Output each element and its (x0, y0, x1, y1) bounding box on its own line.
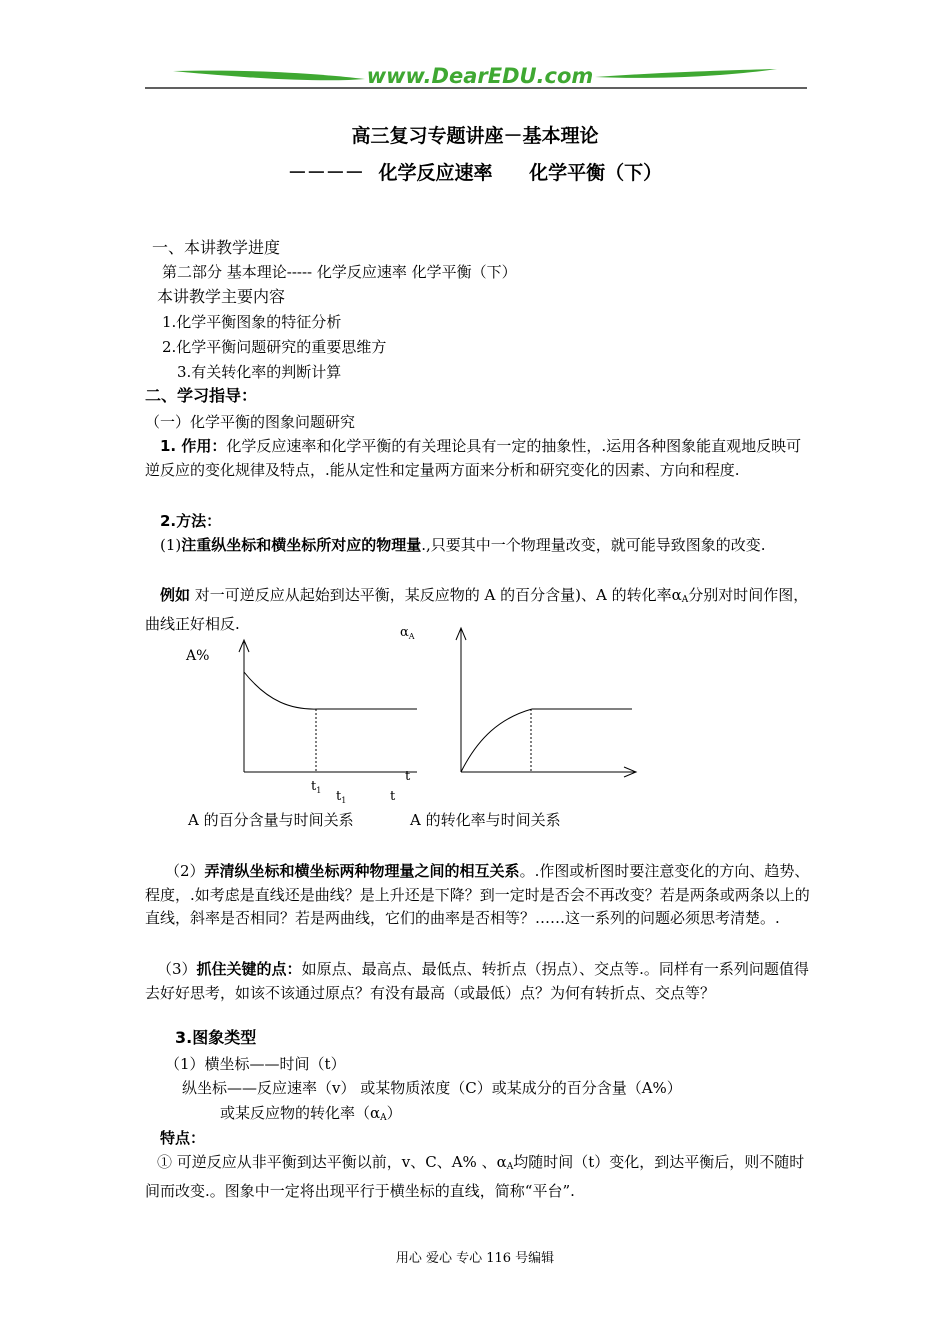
purpose-text: 化学反应速率和化学平衡的有关理论具有一定的抽象性，.运用各种图象能直观地反映可逆反应的变化规律及特点，.能从定性和定量两方面来分析和研究变化的因素、方向和程度. (145, 437, 802, 479)
subtitle-b: 化学平衡（下） (529, 162, 663, 184)
example-text1: 对一可逆反应从起始到达平衡，某反应物的 A 的百分含量)、A 的转化率α (190, 586, 682, 604)
method2-text: 。.作图或析图时要注意变化的方向、趋势、程度，.如考虑是直线还是曲线？是上升还是下降？到一定时是否会不再改变？若是两条或两条以上的直线，斜率是否相同？若是两曲线，它们的曲率是否相等？……这一系列的问题必须思考清楚。. (145, 862, 810, 927)
subtitle-dash: －－－－ (287, 162, 364, 184)
purpose-label: 1. 作用： (160, 437, 227, 455)
chart1-extra-t1: $t_1$ (336, 789, 347, 805)
method1-num: (1) (160, 536, 182, 554)
feature1-a: ① 可逆反应从非平衡到达平衡以前，v、C、A% 、α (157, 1153, 507, 1171)
example-text2: 分别对时间作图，曲线正好相反. (145, 586, 809, 633)
method3-num: （3） (157, 960, 197, 978)
section3-line1: （1）横坐标——时间（t） (165, 1055, 346, 1073)
page-footer: 用心 爱心 专心 116 号编辑 (395, 1251, 555, 1266)
method-label: 2.方法： (160, 512, 222, 530)
chart2-ylabel: $\alpha_A$ (400, 625, 415, 641)
subtitle-a: 化学反应速率 (378, 162, 493, 184)
method2-bold: 弄清纵坐标和横坐标两种物理量之间的相互关系 (204, 862, 520, 880)
chart2-curve (461, 709, 532, 772)
logo-text: www.DearEDU.com (366, 64, 594, 88)
chart1-tick-t1: $t_1$ (311, 779, 322, 795)
chart2-caption: A 的转化率与时间关系 (410, 811, 561, 829)
list-item: 3.有关转化率的判断计算 (177, 363, 342, 381)
paragraph-purpose (145, 435, 810, 482)
line3-b: ） (386, 1104, 402, 1122)
section3-line3 (220, 1103, 402, 1128)
header-logo (145, 60, 807, 94)
paragraph-feature1 (145, 1151, 810, 1203)
paragraph-method1 (145, 534, 810, 558)
paragraph-method2 (145, 860, 810, 931)
example-label: 例如 (160, 586, 191, 604)
feature-label: 特点： (160, 1129, 206, 1147)
section2-sub1: （一）化学平衡的图象问题研究 (145, 413, 356, 431)
chart1-curve (244, 672, 318, 709)
method1-bold: 注重纵坐标和横坐标所对应的物理量 (181, 536, 422, 554)
method2-num: （2） (165, 862, 205, 880)
chart2-extra-t: t (390, 789, 396, 804)
section3-heading: 3.图象类型 (175, 1028, 257, 1047)
section1-heading: 一、本讲教学进度 (152, 238, 281, 257)
list-item: 1.化学平衡图象的特征分析 (162, 313, 342, 331)
section3-line2: 纵坐标——反应速率（v） 或某物质浓度（C）或某成分的百分含量（A%） (182, 1079, 682, 1097)
charts-area (150, 620, 670, 840)
list-item: 2.化学平衡问题研究的重要思维方 (162, 338, 387, 356)
chart1-ylabel: A% (186, 648, 210, 664)
feature1-sub: A (506, 1162, 514, 1172)
chart1-xlabel: t (405, 769, 411, 784)
feature1-b: 均随时间（t）变化，到达平衡后，则不随时间而改变.。图象中一定将出现平行于横坐标的直线，简称“平台”. (145, 1153, 805, 1200)
charts-svg (150, 620, 670, 810)
line3-sub: A (380, 1113, 387, 1123)
method3-text: 如原点、最高点、最低点、转折点（拐点）、交点等.。同样有一系列问题值得去好好思考，如该不该通过原点？有没有最高（或最低）点？为何有转折点、交点等？ (145, 960, 809, 1002)
method3-bold: 抓住关键的点： (196, 960, 302, 978)
example-sub: A (681, 595, 689, 605)
section1-line: 第二部分 基本理论----- 化学反应速率 化学平衡（下） (162, 263, 517, 281)
chart-a-conversion (390, 625, 636, 804)
method1-text: .,只要其中一个物理量改变，就可能导致图象的改变. (421, 536, 766, 554)
section2-heading: 二、学习指导： (145, 386, 258, 405)
page-subtitle (0, 160, 950, 186)
line3-a: 或某反应物的转化率（α (220, 1104, 381, 1122)
chart-a-percent (185, 640, 417, 805)
logo-swoosh-icon (145, 60, 807, 94)
paragraph-method3 (145, 958, 810, 1005)
page-title: 高三复习专题讲座－基本理论 (351, 125, 599, 147)
section1-subheading: 本讲教学主要内容 (157, 287, 286, 306)
chart1-caption: A 的百分含量与时间关系 (188, 811, 354, 829)
